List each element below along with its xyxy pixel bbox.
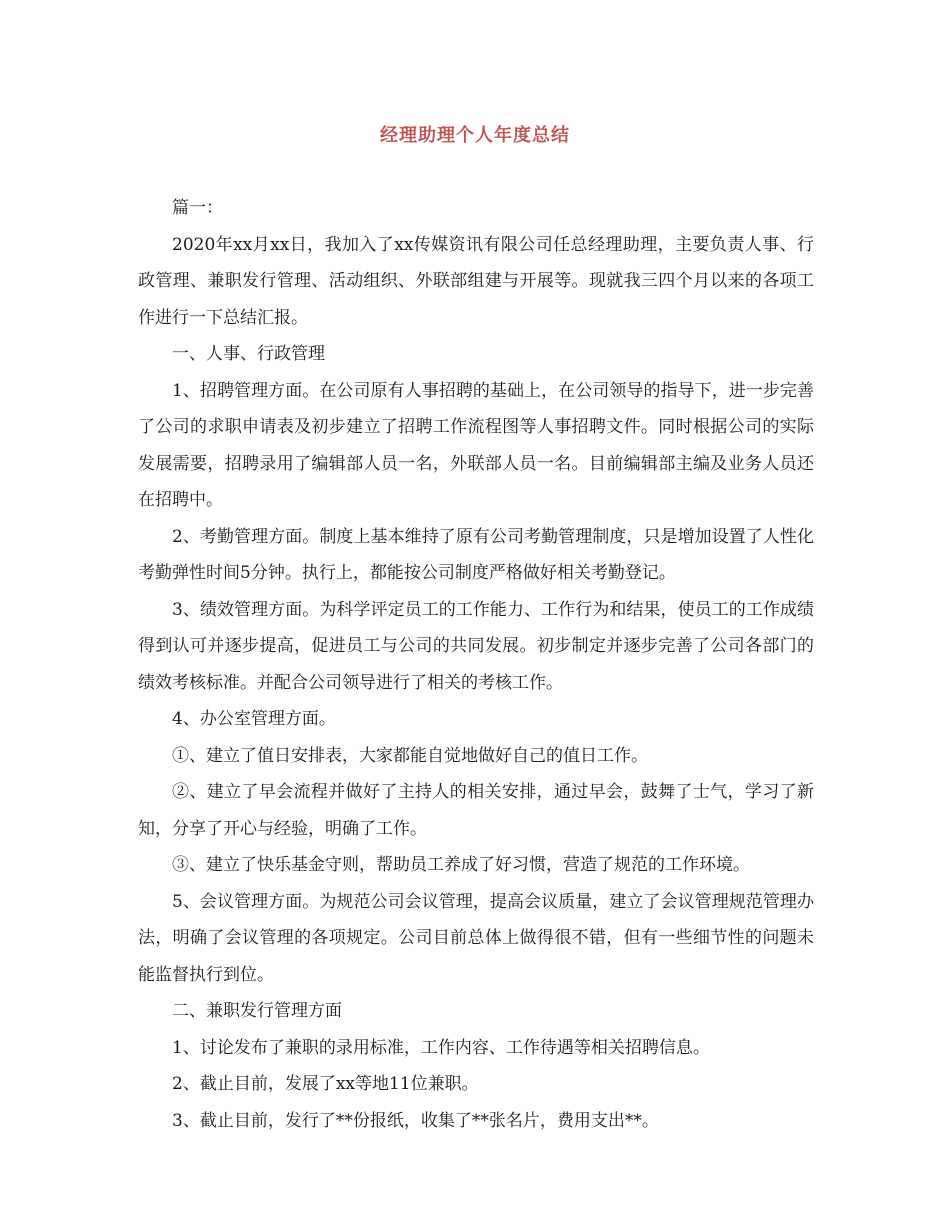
paragraph-heading-part1: 篇一： bbox=[172, 198, 223, 218]
paragraph-intro: 2020年xx月xx日，我加入了xx传媒资讯有限公司任总经理助理，主要负责人事、行政管理、兼职发行管理、活动组织、外联部组建与开展等。现就我三四个月以来的各项工作进行一下总结汇报。 bbox=[138, 234, 814, 328]
paragraph-office-management: 4、办公室管理方面。 bbox=[172, 709, 336, 729]
paragraph-part-time-standards: 1、讨论发布了兼职的录用标准，工作内容、工作待遇等相关招聘信息。 bbox=[172, 1037, 710, 1058]
paragraph-meeting-management: 5、会议管理方面。为规范公司会议管理，提高会议质量，建立了会议管理规范管理办法，明确了会议管理的各项规定。公司目前总体上做得很不错，但有一些细节性的问题未能监督执行到位。 bbox=[138, 891, 814, 985]
document-body bbox=[138, 190, 814, 1139]
paragraph-duty-schedule: ①、建立了值日安排表，大家都能自觉地做好自己的值日工作。 bbox=[172, 745, 648, 766]
paragraph-recruitment: 1、招聘管理方面。在公司原有人事招聘的基础上，在公司领导的指导下，进一步完善了公司的求职申请表及初步建立了招聘工作流程图等人事招聘文件。同时根据公司的实际发展需要，招聘录用了编辑部人员一名，外联部人员一名。目前编辑部主编及业务人员还在招聘中。 bbox=[138, 380, 814, 510]
paragraph-morning-meeting: ②、建立了早会流程并做好了主持人的相关安排，通过早会，鼓舞了士气，学习了新知，分享了开心与经验，明确了工作。 bbox=[138, 782, 814, 839]
section-heading-part-time: 二、兼职发行管理方面 bbox=[172, 1001, 342, 1021]
paragraph-distribution: 3、截止目前，发行了**份报纸，收集了**张名片，费用支出**。 bbox=[172, 1110, 659, 1131]
section-heading-hr-admin: 一、人事、行政管理 bbox=[172, 344, 325, 364]
paragraph-happy-fund: ③、建立了快乐基金守则，帮助员工养成了好习惯，营造了规范的工作环境。 bbox=[172, 855, 750, 875]
document-title: 经理助理个人年度总结 bbox=[380, 125, 570, 146]
paragraph-part-time-count: 2、截止目前，发展了xx等地11位兼职。 bbox=[172, 1074, 479, 1094]
paragraph-performance: 3、绩效管理方面。为科学评定员工的工作能力、工作行为和结果，使员工的工作成绩得到认可并逐步提高，促进员工与公司的共同发展。初步制定并逐步完善了公司各部门的绩效考核标准。并配合公司领导进行了相关的考核工作。 bbox=[138, 599, 814, 693]
paragraph-attendance: 2、考勤管理方面。制度上基本维持了原有公司考勤管理制度，只是增加设置了人性化考勤弹性时间5分钟。执行上，都能按公司制度严格做好相关考勤登记。 bbox=[138, 526, 814, 583]
